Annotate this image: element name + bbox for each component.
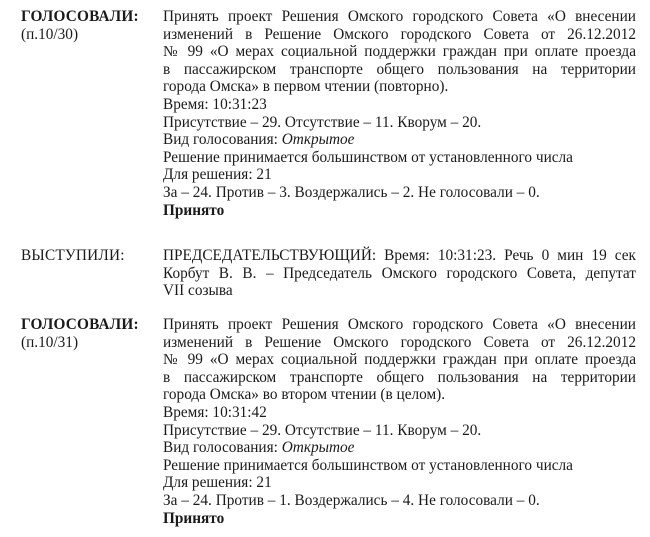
proposal-line: города Омска» во втором чтении (в целом). xyxy=(163,386,446,404)
proposal-line: города Омска» в первом чтении (повторно). xyxy=(163,78,449,96)
attendance-line: Присутствие – 29. Отсутствие – 11. Кворум – 20. xyxy=(163,113,482,131)
item-reference: (п.10/31) xyxy=(21,333,79,351)
vote-content-1 xyxy=(163,8,636,219)
required-votes: Для решения: 21 xyxy=(163,474,272,492)
vote-type-value: Открытое xyxy=(281,131,355,149)
proposal-line: № 99 «О мерах социальной поддержки граждан при оплате проезда xyxy=(163,43,636,61)
decision-rule: Решение принимается большинством от установленного числа xyxy=(163,456,573,474)
vote-type-line xyxy=(163,439,636,457)
vote-label-1 xyxy=(21,8,161,43)
proposal-line: Принять проект Решения Омского городского Совета «О внесении xyxy=(163,8,636,25)
vote-tally: За – 24. Против – 1. Воздержались – 4. Не голосовали – 0. xyxy=(163,491,540,509)
vote-tally: За – 24. Против – 3. Воздержались – 2. Не голосовали – 0. xyxy=(163,183,540,201)
spoke-heading: ВЫСТУПИЛИ: xyxy=(21,247,125,264)
speakers-label xyxy=(21,247,161,265)
vote-type-label: Вид голосования: xyxy=(163,131,282,149)
proposal-line: Принять проект Решения Омского городского Совета «О внесении xyxy=(163,316,636,333)
vote-result: Принято xyxy=(163,201,225,219)
vote-type-value: Открытое xyxy=(281,439,355,457)
proposal-line: в пассажирском транспорте общего пользования на территории xyxy=(163,60,636,78)
proposal-line: изменений в Решение Омского городского Совета от 26.12.2012 xyxy=(163,333,636,351)
vote-time: Время: 10:31:42 xyxy=(163,403,267,421)
vote-content-2 xyxy=(163,316,636,527)
attendance-line: Присутствие – 29. Отсутствие – 11. Кворум – 20. xyxy=(163,421,482,439)
proposal-line: изменений в Решение Омского городского Совета от 26.12.2012 xyxy=(163,25,636,43)
vote-type-line xyxy=(163,131,636,149)
item-reference: (п.10/30) xyxy=(21,25,79,43)
required-votes: Для решения: 21 xyxy=(163,166,272,184)
vote-result: Принято xyxy=(163,509,225,527)
decision-rule: Решение принимается большинством от установленного числа xyxy=(163,148,573,166)
voted-heading: ГОЛОСОВАЛИ: xyxy=(21,8,139,25)
vote-time: Время: 10:31:23 xyxy=(163,95,267,113)
speech-line: VII созыва xyxy=(163,282,233,300)
speech-line: ПРЕДСЕДАТЕЛЬСТВУЮЩИЙ: Время: 10:31:23. Речь 0 мин 19 сек xyxy=(163,247,636,264)
voted-heading: ГОЛОСОВАЛИ: xyxy=(21,316,139,333)
proposal-line: в пассажирском транспорте общего пользования на территории xyxy=(163,368,636,386)
proposal-line: № 99 «О мерах социальной поддержки граждан при оплате проезда xyxy=(163,351,636,369)
vote-label-2 xyxy=(21,316,161,351)
speakers-content xyxy=(163,247,636,300)
speech-line: Корбут В. В. – Председатель Омского городского Совета, депутат xyxy=(163,264,636,282)
vote-type-label: Вид голосования: xyxy=(163,439,282,457)
